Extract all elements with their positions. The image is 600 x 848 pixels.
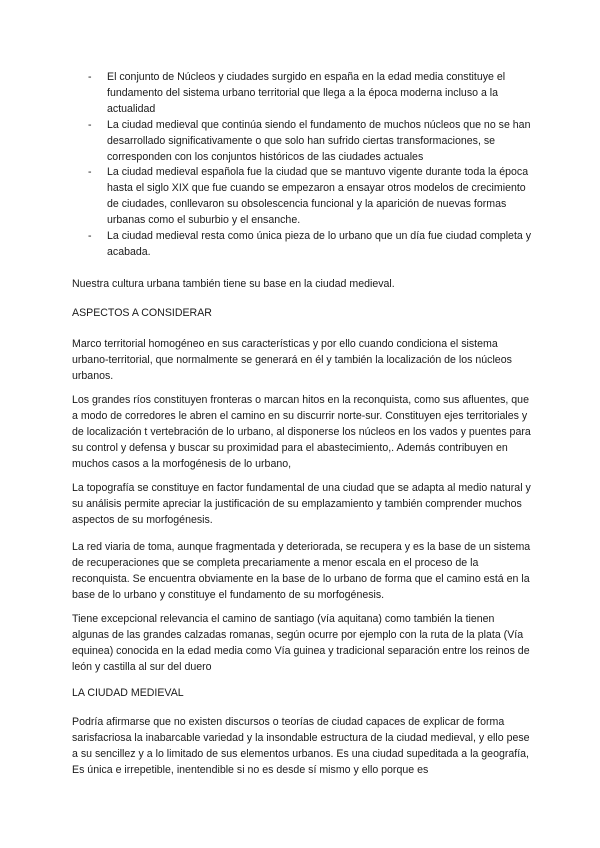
bullet-item — [88, 229, 538, 261]
paragraph-rios: Los grandes ríos constituyen fronteras o marcan hitos en la reconquista, como sus afluentes, que a modo de corredores le abren el camino en su discurrir norte-sur. Constituyen ejes territoriales y de localización t vertebración de lo urbano, al disponerse los núcleos en los vados y puentes para su control y defensa y buscar su proximidad para el abastecimiento,. Además contribuyen en muchos casos a la morfogénesis de lo urbano, — [72, 394, 531, 470]
bullet-dash: - — [88, 71, 92, 83]
bullet-item — [88, 118, 538, 166]
paragraph-topografia: La topografía se constituye en factor fundamental de una ciudad que se adapta al medio natural y su análisis permite apreciar la justificación de su emplazamiento y también comprender muchos aspectos de su morfogénesis. — [72, 482, 531, 526]
bullet-list — [88, 70, 538, 261]
paragraph-cultura: Nuestra cultura urbana también tiene su base en la ciudad medieval. — [72, 278, 395, 290]
bullet-text: La ciudad medieval española fue la ciudad que se mantuvo vigente durante toda la época hasta el siglo XIX que fue cuando se empezaron a ensayar otros modelos de crecimiento de ciudades, conllevaron su obsolescencia funcional y la aparición de nuevas formas urbanas como el suburbio y el ensanche. — [107, 166, 529, 227]
paragraph-discursos: Podría afirmarse que no existen discursos o teorías de ciudad capaces de explicar de forma sarisfacriosa la inabarcable variedad y la insondable estructura de la ciudad medieval, y ello pese a su sencillez y a lo limitado de sus elementos urbanos. Es una ciudad supeditada a la geografía, Es única e irrepetible, inentendible si no es desde sí mismo y ello porque es — [72, 716, 530, 776]
bullet-text: La ciudad medieval resta como única pieza de lo urbano que un día fue ciudad completa y acabada. — [107, 230, 532, 258]
bullet-text: La ciudad medieval que continúa siendo el fundamento de muchos núcleos que no se han desarrollado significativamente o que solo han sufrido ciertas transformaciones, se corresponden con los conjuntos históricos de las ciudades actuales — [107, 118, 531, 163]
heading-aspectos: ASPECTOS A CONSIDERAR — [72, 307, 212, 319]
heading-ciudad-medieval: LA CIUDAD MEDIEVAL — [72, 687, 184, 699]
bullet-dash: - — [88, 118, 92, 131]
bullet-item — [88, 70, 538, 118]
bullet-text: El conjunto de Núcleos y ciudades surgido en españa en la edad media constituye el fundamento del sistema urbano territorial que llega a la época moderna incluso a la actualidad — [107, 71, 506, 115]
bullet-dash: - — [88, 166, 92, 179]
bullet-dash: - — [88, 230, 92, 243]
paragraph-camino-santiago: Tiene excepcional relevancia el camino de santiago (vía aquitana) como también la tienen algunas de las grandes calzadas romanas, según ocurre por ejemplo con la ruta de la plata (Vía equinea) conocida en la edad media como Vía guinea y tradicional separación entre los reinos de león y castilla al sur del duero — [72, 613, 530, 673]
paragraph-marco: Marco territorial homogéneo en sus características y por ello cuando condiciona el sistema urbano-territorial, que normalmente se generará en él y también la localización de los núcleos urbanos. — [72, 338, 512, 382]
paragraph-red-viaria: La red viaria de toma, aunque fragmentada y deteriorada, se recupera y es la base de un sistema de recuperaciones que se completa precariamente a menor escala en el proceso de la reconquista. Se encuentra obviamente en la base de lo urbano de forma que el camino está en la base de lo urbano y constituye el fundamento de su morfogénesis. — [72, 541, 531, 601]
bullet-item — [88, 165, 538, 229]
